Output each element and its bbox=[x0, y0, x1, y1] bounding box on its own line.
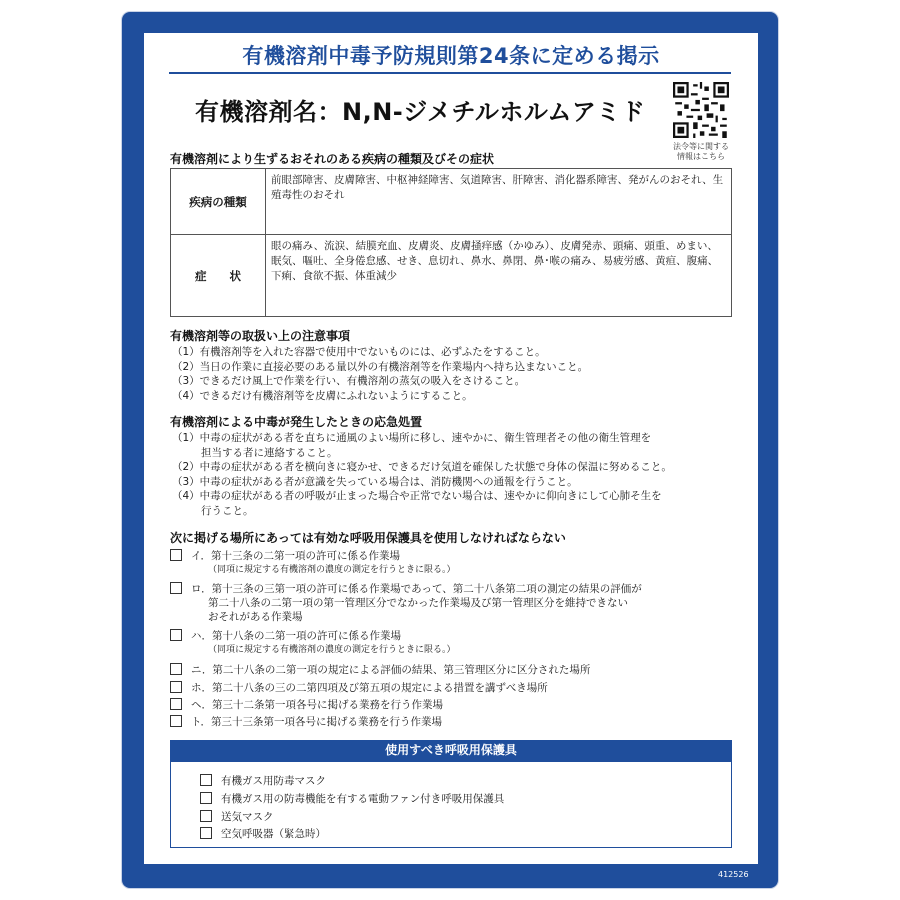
checkbox[interactable] bbox=[200, 810, 212, 822]
places-heading: 次に掲げる場所にあっては有効な呼吸用保護具を使用しなければならない bbox=[170, 531, 566, 545]
emergency-item-cont: 担当する者に連絡すること。 bbox=[201, 446, 338, 459]
emergency-item: （1）中毒の症状がある者を直ちに通風のよい場所に移し、速やかに、衛生管理者その他の衛生管理を bbox=[172, 432, 652, 444]
equipment-item[interactable] bbox=[200, 809, 274, 824]
checkbox[interactable] bbox=[200, 774, 212, 786]
place-text-cont: 第二十八条の二第一項の第一管理区分でなかった作業場及び第一管理区分を維持できない bbox=[208, 597, 628, 609]
diseases-heading: 有機溶剤により生ずるおそれのある疾病の種類及びその症状 bbox=[170, 152, 495, 166]
qr-caption bbox=[664, 142, 738, 162]
checkbox[interactable] bbox=[170, 582, 182, 594]
checkbox[interactable] bbox=[200, 792, 212, 804]
qr-caption-line-2: 情報はこちら bbox=[677, 152, 725, 161]
checkbox[interactable] bbox=[170, 663, 182, 675]
place-text: ホ．第二十八条の三の二第四項及び第五項の規定による措置を講ずべき場所 bbox=[191, 682, 548, 694]
handling-heading: 有機溶剤等の取扱い上の注意事項 bbox=[170, 329, 351, 343]
place-item-ro[interactable] bbox=[170, 582, 642, 624]
solvent-name: 有機溶剤名：N,N-ジメチルホルムアミド bbox=[195, 98, 646, 126]
symptom-label: 症 状 bbox=[171, 235, 266, 317]
disease-type-label: 疾病の種類 bbox=[171, 169, 266, 235]
place-text: ヘ．第三十二条第一項各号に掲げる業務を行う作業場 bbox=[191, 699, 443, 711]
place-text: ハ．第十八条の二第一項の許可に係る作業場 bbox=[191, 630, 401, 642]
sign-title: 有機溶剤中毒予防規則第24条に定める掲示 bbox=[242, 44, 660, 68]
emergency-heading: 有機溶剤による中毒が発生したときの応急処置 bbox=[170, 415, 423, 429]
symptom-text: 眼の痛み、流涙、結膜充血、皮膚炎、皮膚掻痒感（かゆみ）、皮膚発赤、頭痛、頭重、めまい、眠気、嘔吐、全身倦怠感、せき、息切れ、鼻水、鼻閉、鼻･喉の痛み、易疲労感、黄疸、腹痛、下痢、食欲不振、体重減少 bbox=[266, 235, 732, 317]
handling-item: （4）できるだけ有機溶剤等を皮膚にふれないようにすること。 bbox=[172, 389, 473, 402]
place-item-ha[interactable] bbox=[170, 629, 456, 657]
handling-item: （3）できるだけ風上で作業を行い、有機溶剤の蒸気の吸入をさけること。 bbox=[172, 375, 526, 387]
place-text: イ．第十三条の二第一項の許可に係る作業場 bbox=[191, 550, 401, 562]
checkbox[interactable] bbox=[170, 681, 182, 693]
emergency-item: （2）中毒の症状がある者を横向きに寝かせ、できるだけ気道を確保した状態で身体の保温に努めること。 bbox=[172, 461, 672, 473]
checkbox[interactable] bbox=[170, 715, 182, 727]
qr-caption-line-1: 法令等に関する bbox=[673, 142, 729, 151]
title-divider bbox=[169, 72, 731, 74]
emergency-item-cont: 行うこと。 bbox=[201, 504, 254, 517]
place-item-i[interactable] bbox=[170, 549, 456, 577]
product-code: 412526 bbox=[718, 870, 749, 879]
equipment-label: 有機ガス用の防毒機能を有する電動ファン付き呼吸用保護具 bbox=[221, 793, 505, 805]
equipment-label: 送気マスク bbox=[221, 811, 274, 823]
handling-item: （1）有機溶剤等を入れた容器で使用中でないものには、必ずふたをすること。 bbox=[172, 346, 546, 358]
checkbox[interactable] bbox=[200, 827, 212, 839]
place-note: （同項に規定する有機溶剤の濃度の測定を行うときに限る。） bbox=[208, 565, 456, 575]
equipment-label: 有機ガス用防毒マスク bbox=[221, 775, 326, 787]
place-text: ト．第三十三条第一項各号に掲げる業務を行う作業場 bbox=[191, 716, 443, 728]
qr-code-icon[interactable] bbox=[673, 82, 729, 138]
checkbox[interactable] bbox=[170, 698, 182, 710]
place-text: ニ．第二十八条の二第一項の規定による評価の結果、第三管理区分に区分された場所 bbox=[191, 664, 591, 676]
equipment-label: 空気呼吸器（緊急時） bbox=[221, 828, 326, 840]
place-item-he[interactable] bbox=[170, 698, 443, 712]
equipment-item[interactable] bbox=[200, 826, 326, 841]
place-note: （同項に規定する有機溶剤の濃度の測定を行うときに限る。） bbox=[208, 645, 456, 655]
diseases-table bbox=[170, 168, 732, 317]
equipment-heading: 使用すべき呼吸用保護具 bbox=[170, 740, 732, 761]
place-text: ロ．第十三条の三第一項の許可に係る作業場であって、第二十八条第二項の測定の結果の評価が bbox=[191, 583, 642, 595]
equipment-item[interactable] bbox=[200, 773, 326, 788]
place-item-to[interactable] bbox=[170, 715, 442, 729]
handling-item: （2）当日の作業に直接必要のある量以外の有機溶剤等を作業場内へ持ち込まないこと。 bbox=[172, 360, 589, 373]
checkbox[interactable] bbox=[170, 549, 182, 561]
emergency-item: （3）中毒の症状がある者が意識を失っている場合は、消防機関への通報を行うこと。 bbox=[172, 475, 578, 488]
checkbox[interactable] bbox=[170, 629, 182, 641]
place-text-cont: おそれがある作業場 bbox=[208, 611, 303, 623]
equipment-item[interactable] bbox=[200, 791, 504, 806]
place-item-ni[interactable] bbox=[170, 663, 590, 677]
disease-type-text: 前眼部障害、皮膚障害、中枢神経障害、気道障害、肝障害、消化器系障害、発がんのおそれ、生殖毒性のおそれ bbox=[266, 169, 732, 235]
place-item-ho[interactable] bbox=[170, 681, 548, 695]
emergency-item: （4）中毒の症状がある者の呼吸が止まった場合や正常でない場合は、速やかに仰向きにして心肺そ生を bbox=[172, 490, 662, 502]
emergency-list bbox=[172, 431, 672, 518]
handling-list bbox=[172, 345, 588, 403]
